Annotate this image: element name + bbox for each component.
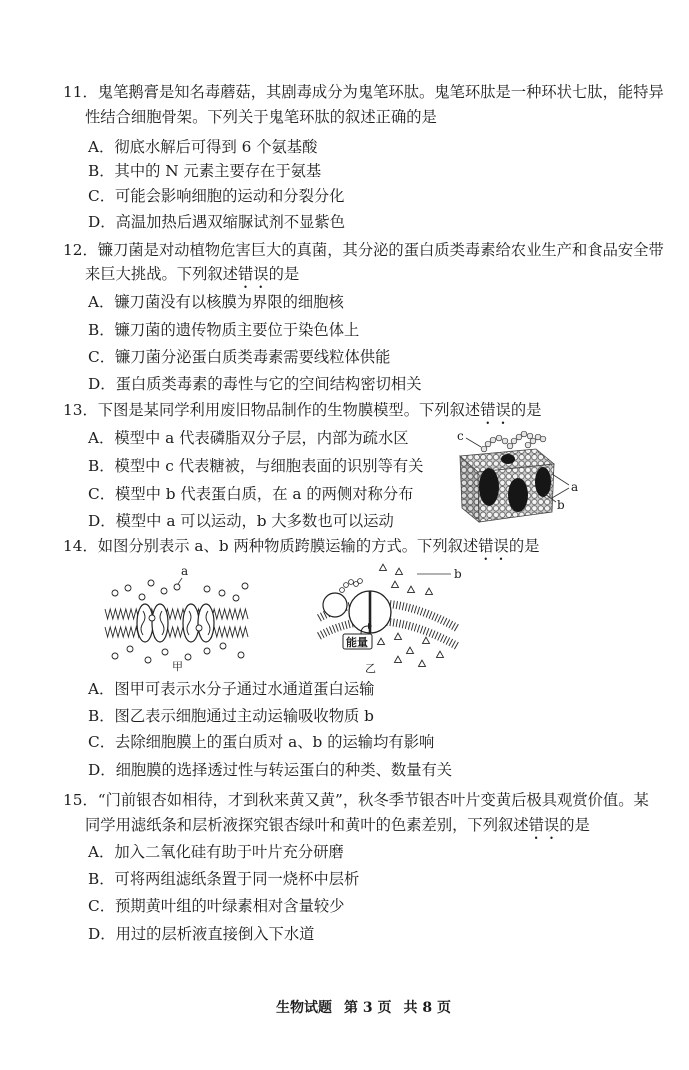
option-label: D． <box>88 375 116 393</box>
option-text: 镰刀菌分泌蛋白质类毒素需要线粒体供能 <box>115 348 391 366</box>
molecule-a <box>161 588 167 594</box>
q14-option-a <box>88 679 374 699</box>
option-text: 模型中 a 可以运动，b 大多数也可以运动 <box>115 512 394 530</box>
molecule-b <box>426 588 433 594</box>
q11-number: 11． <box>63 83 98 101</box>
q13-option-b <box>88 456 423 476</box>
q14-stem-post: 的是 <box>508 537 540 555</box>
label-a-leader-bottom <box>552 488 569 498</box>
q13-stem-post: 的是 <box>510 401 542 419</box>
sugar-unit <box>349 580 354 585</box>
molecule-a <box>219 590 225 596</box>
option-text: 预期黄叶组的叶绿素相对含量较少 <box>115 897 345 915</box>
molecule-a <box>112 590 118 596</box>
q11-option-b <box>88 161 321 181</box>
figure-yi <box>319 564 462 675</box>
option-label: A． <box>88 843 115 861</box>
q15-stem-line-1 <box>63 790 649 810</box>
q14-option-b <box>88 706 374 726</box>
option-label: B． <box>88 457 115 475</box>
lipid-leaflet-outer <box>105 609 248 619</box>
molecule-a <box>127 646 133 652</box>
option-text: 用过的层析液直接倒入下水道 <box>115 925 315 943</box>
molecule-b <box>407 647 414 653</box>
sugar-unit <box>502 438 508 444</box>
option-label: D． <box>88 213 116 231</box>
q15-option-b <box>88 869 359 889</box>
q15-stem-post: 的是 <box>559 816 590 834</box>
q15-emphasis-word: 错误 <box>528 816 560 834</box>
protein-b-middle <box>508 478 528 512</box>
sugar-unit <box>496 435 502 441</box>
q13-option-c <box>88 484 413 504</box>
sugar-unit <box>525 442 531 448</box>
molecule-a <box>174 584 180 590</box>
label-a: a <box>571 480 579 494</box>
q11-option-c <box>88 186 344 206</box>
q11-stem-line-2: 性结合细胞骨架。下列关于鬼笔环肽的叙述正确的是 <box>85 108 437 126</box>
sugar-unit <box>540 436 546 442</box>
q14-emphasis-word: 错误 <box>478 537 509 555</box>
option-label: C． <box>88 187 116 205</box>
option-label: D． <box>88 512 116 530</box>
glycoprotein-chain <box>340 579 363 593</box>
q12-option-c <box>88 347 390 367</box>
membrane-model-figure <box>448 422 588 532</box>
q15-number: 15． <box>63 791 98 809</box>
option-text: 可能会影响细胞的运动和分裂分化 <box>115 187 345 205</box>
option-text: 加入二氧化硅有助于叶片充分研磨 <box>114 843 344 861</box>
option-label: D． <box>88 761 116 779</box>
molecule-a <box>162 649 168 655</box>
sugar-unit <box>358 579 363 584</box>
label-c: c <box>457 429 464 443</box>
sugar-unit <box>511 438 517 444</box>
option-text: 模型中 b 代表蛋白质，在 a 的两侧对称分布 <box>115 485 414 503</box>
molecule-a <box>204 648 210 654</box>
molecule-a <box>112 653 118 659</box>
q13-number: 13． <box>63 401 98 419</box>
footer-subject: 生物试题 <box>276 1000 332 1016</box>
option-text: 细胞膜的选择透过性与转运蛋白的种类、数量有关 <box>115 761 453 779</box>
option-text: 其中的 N 元素主要存在于氨基 <box>114 162 322 180</box>
molecule-a <box>185 654 191 660</box>
q14-option-d <box>88 760 452 780</box>
q15-option-d <box>88 924 314 944</box>
q12-stem-pre: 来巨大挑战。下列叙述 <box>85 265 238 283</box>
q15-stem-text-1: “门前银杏如相待，才到秋来黄又黄”，秋冬季节银杏叶片变黄后极具观赏价值。某 <box>97 791 649 809</box>
option-label: C． <box>88 897 116 915</box>
q14-option-c <box>88 732 434 752</box>
q13-option-a <box>88 428 409 448</box>
option-text: 高温加热后遇双缩脲试剂不显紫色 <box>115 213 346 231</box>
label-b: b <box>454 567 462 581</box>
option-label: A． <box>88 293 115 311</box>
label-a-leader-top <box>552 474 569 485</box>
q14-stem-pre: 如图分别表示 a、b 两种物质跨膜运输的方式。下列叙述 <box>97 537 479 555</box>
sugar-unit <box>530 438 536 444</box>
q14-stem-line-1 <box>63 536 539 556</box>
molecule-a <box>139 594 145 600</box>
molecule-b <box>437 651 444 657</box>
q11-stem-text-1: 鬼笔鹅膏是知名毒蘑菇，其剧毒成分为鬼笔环肽。鬼笔环肽是一种环状七肽，能特异 <box>97 83 664 101</box>
q12-stem-post: 的是 <box>268 265 300 283</box>
option-label: C． <box>88 733 116 751</box>
option-text: 图甲可表示水分子通过水通道蛋白运输 <box>114 680 375 698</box>
membrane-protein <box>323 593 347 617</box>
sugar-unit <box>485 441 491 447</box>
option-text: 图乙表示细胞通过主动运输吸收物质 b <box>114 707 374 725</box>
label-a: a <box>181 564 189 578</box>
molecule-a <box>238 652 244 658</box>
q15-option-a <box>88 842 344 862</box>
q13-option-d <box>88 511 394 531</box>
q11-option-d <box>88 212 345 232</box>
sugar-unit <box>516 434 522 440</box>
option-label: D． <box>88 925 116 943</box>
q13-emphasis-word: 错误 <box>480 401 511 419</box>
option-label: B． <box>88 162 115 180</box>
transport-figure <box>95 556 485 678</box>
option-label: A． <box>88 680 115 698</box>
molecule-b <box>419 660 426 666</box>
sugar-unit <box>340 588 345 593</box>
q12-stem-text-1: 镰刀菌是对动植物危害巨大的真菌，其分泌的蛋白质类毒素给农业生产和食品安全带 <box>97 241 664 259</box>
molecule-a <box>220 643 226 649</box>
option-text: 蛋白质类毒素的毒性与它的空间结构密切相关 <box>115 375 422 393</box>
q12-option-b <box>88 320 359 340</box>
q12-option-d <box>88 374 422 394</box>
q15-stem-pre: 同学用滤纸条和层析液探究银杏绿叶和黄叶的色素差别，下列叙述 <box>85 816 529 834</box>
footer-page-total: 共 8 页 <box>403 1000 451 1016</box>
option-text: 模型中 a 代表磷脂双分子层，内部为疏水区 <box>114 429 409 447</box>
page-footer <box>276 998 463 1018</box>
molecule-b <box>395 656 402 662</box>
molecule-a <box>125 585 131 591</box>
lipid-leaflet-inner <box>319 621 457 646</box>
figure-jia <box>105 564 248 673</box>
option-text: 彻底水解后可得到 6 个氨基酸 <box>114 138 318 156</box>
label-c-leader <box>466 438 481 447</box>
q12-option-a <box>88 292 344 312</box>
footer-page-number: 第 3 页 <box>344 1000 392 1016</box>
channel-protein-left <box>137 604 168 642</box>
molecule-b <box>392 581 399 587</box>
option-text: 可将两组滤纸条置于同一烧杯中层析 <box>114 870 360 888</box>
label-b: b <box>557 498 565 512</box>
protein-b-left <box>479 468 499 506</box>
q12-emphasis-word: 错误 <box>237 265 269 283</box>
q12-stem-line-1 <box>63 240 664 260</box>
q11-option-a <box>88 137 317 157</box>
q12-stem-line-2 <box>85 264 299 284</box>
molecule-a <box>145 657 151 663</box>
lipid-bilayer-jia <box>105 609 248 637</box>
sugar-unit <box>481 446 487 452</box>
molecule-b <box>423 637 430 643</box>
option-text: 去除细胞膜上的蛋白质对 a、b 的运输均有影响 <box>115 733 435 751</box>
q14-number: 14． <box>63 537 98 555</box>
sugar-unit <box>507 443 513 449</box>
option-label: A． <box>88 138 115 156</box>
molecule-a <box>149 615 155 621</box>
q11-stem-line-1 <box>63 82 664 102</box>
sugar-unit <box>527 433 533 439</box>
q13-stem-pre: 下图是某同学利用废旧物品制作的生物膜模型。下列叙述 <box>97 401 481 419</box>
protein-b-top <box>501 454 515 464</box>
molecule-a <box>148 580 154 586</box>
molecule-a <box>204 586 210 592</box>
option-text: 模型中 c 代表糖被，与细胞表面的识别等有关 <box>114 457 424 475</box>
option-label: B． <box>88 321 115 339</box>
lipid-leaflet-inner <box>105 627 248 637</box>
option-label: B． <box>88 870 115 888</box>
sugar-unit <box>344 583 349 588</box>
molecule-b <box>380 564 387 570</box>
label-a-leader <box>178 578 182 584</box>
caption-yi: 乙 <box>365 662 376 675</box>
q12-number: 12． <box>63 241 98 259</box>
caption-jia: 甲 <box>172 660 183 673</box>
molecule-b <box>378 638 385 644</box>
option-label: C． <box>88 348 116 366</box>
protein-b-right <box>535 467 551 497</box>
molecule-a <box>242 583 248 589</box>
sugar-unit <box>490 437 496 443</box>
sugar-unit <box>521 431 527 437</box>
energy-label: 能量 <box>346 636 368 649</box>
molecule-a <box>233 595 239 601</box>
option-text: 镰刀菌没有以核膜为界限的细胞核 <box>114 293 344 311</box>
molecules-a <box>112 580 248 663</box>
option-label: B． <box>88 707 115 725</box>
molecule-a <box>196 625 202 631</box>
molecule-b <box>396 568 403 574</box>
q15-option-c <box>88 896 344 916</box>
option-label: A． <box>88 429 115 447</box>
option-label: C． <box>88 485 116 503</box>
q15-stem-line-2 <box>85 815 590 835</box>
molecule-b <box>408 586 415 592</box>
option-text: 镰刀菌的遗传物质主要位于染色体上 <box>114 321 360 339</box>
q13-stem-line-1 <box>63 400 541 420</box>
molecule-b <box>395 633 402 639</box>
